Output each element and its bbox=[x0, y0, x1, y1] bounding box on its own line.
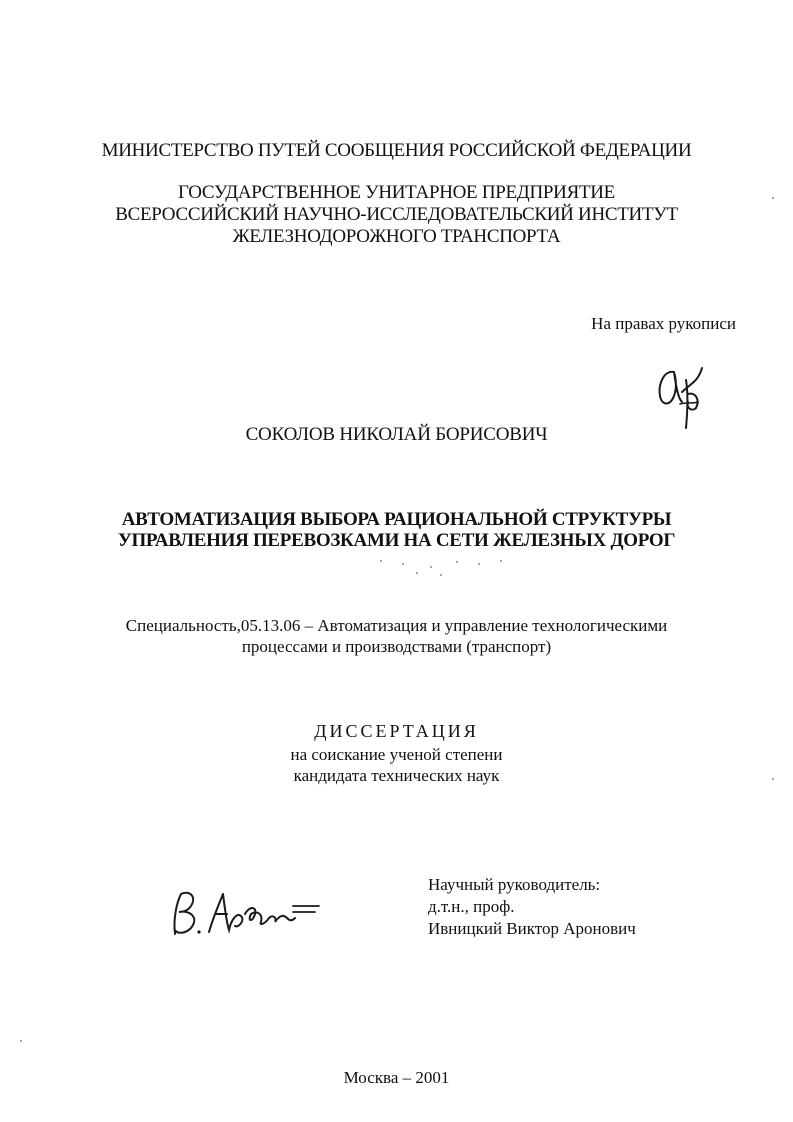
scan-speck bbox=[430, 566, 432, 568]
ministry-name: МИНИСТЕРСТВО ПУТЕЙ СООБЩЕНИЯ РОССИЙСКОЙ ФЕДЕРАЦИИ bbox=[101, 140, 692, 161]
supervisor-name: Ивницкий Виктор Аронович bbox=[428, 919, 636, 938]
place-and-year: Москва – 2001 bbox=[343, 1068, 450, 1087]
author-name: СОКОЛОВ НИКОЛАЙ БОРИСОВИЧ bbox=[245, 424, 548, 445]
degree-line-1: на соискание ученой степени bbox=[290, 745, 503, 764]
supervisor-signature-icon bbox=[165, 884, 325, 940]
author-initials-signature-icon bbox=[652, 362, 714, 432]
scan-speck bbox=[380, 560, 382, 562]
scan-speck bbox=[20, 1040, 22, 1042]
supervisor-role: Научный руководитель: bbox=[428, 875, 601, 894]
dissertation-heading: ДИССЕРТАЦИЯ bbox=[314, 721, 479, 741]
degree-line-2: кандидата технических наук bbox=[293, 766, 500, 785]
specialty-line-1: Специальность,05.13.06 – Автоматизация и управление технологическими bbox=[125, 616, 668, 635]
specialty-line-2: процессами и производствами (транспорт) bbox=[241, 637, 552, 656]
dissertation-title-line-1: АВТОМАТИЗАЦИЯ ВЫБОРА РАЦИОНАЛЬНОЙ СТРУКТУРЫ bbox=[121, 509, 672, 530]
rights-note: На правах рукописи bbox=[591, 314, 736, 333]
scan-speck bbox=[416, 572, 418, 574]
supervisor-degree: д.т.н., проф. bbox=[428, 897, 515, 916]
scan-speck bbox=[440, 574, 442, 576]
scan-speck bbox=[478, 563, 480, 565]
organization-line-2: ВСЕРОССИЙСКИЙ НАУЧНО-ИССЛЕДОВАТЕЛЬСКИЙ ИНСТИТУТ bbox=[115, 204, 678, 225]
organization-line-3: ЖЕЛЕЗНОДОРОЖНОГО ТРАНСПОРТА bbox=[232, 226, 561, 247]
dissertation-title-line-2: УПРАВЛЕНИЯ ПЕРЕВОЗКАМИ НА СЕТИ ЖЕЛЕЗНЫХ ДОРОГ bbox=[117, 530, 676, 551]
scan-speck bbox=[402, 563, 404, 565]
organization-line-1: ГОСУДАРСТВЕННОЕ УНИТАРНОЕ ПРЕДПРИЯТИЕ bbox=[178, 182, 615, 203]
scan-speck bbox=[772, 197, 774, 199]
scan-speck bbox=[500, 560, 502, 562]
scan-speck bbox=[772, 778, 774, 780]
scan-speck bbox=[456, 561, 458, 563]
